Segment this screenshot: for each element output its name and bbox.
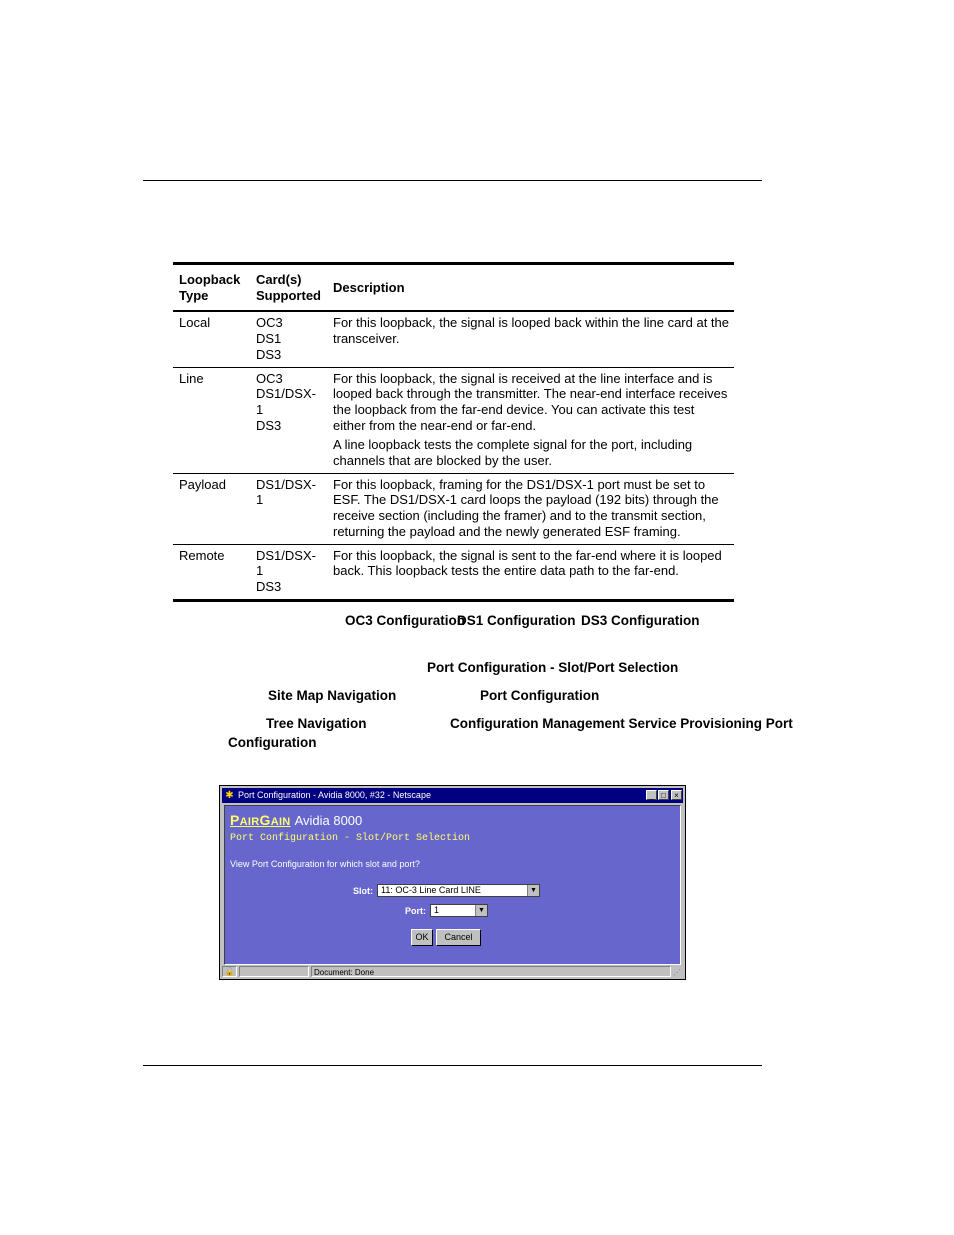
column-header-description: Description [327,264,734,312]
window-title: Port Configuration - Avidia 8000, #32 - Netscape [238,790,431,800]
slot-label: Slot: [353,886,373,896]
loopback-type-cell: Payload [173,473,250,544]
header-rule [143,180,762,181]
ok-button[interactable]: OK [411,929,433,946]
cards-cell: DS1/DSX-1 DS3 [250,544,327,600]
maximize-button[interactable]: □ [658,790,669,800]
progress-cell [239,966,309,977]
security-status-cell[interactable] [222,966,237,977]
table-row [173,544,734,600]
loopback-type-cell: Line [173,367,250,473]
resize-grip-icon[interactable]: ⋰ [673,968,681,977]
ds1-configuration-label: DS1 Configuration [457,613,576,628]
port-configuration-window [219,785,686,980]
status-text: Document: Done [311,966,671,977]
chevron-down-icon[interactable]: ▼ [475,905,487,916]
table-row [173,311,734,367]
port-select-value: 1 [434,905,440,915]
cards-cell: DS1/DSX-1 [250,473,327,544]
table-header-row [173,264,734,312]
port-select[interactable] [430,904,488,917]
site-map-navigation-label: Site Map Navigation [268,688,397,703]
pairgain-avidia-logo [230,812,362,828]
table-row [173,473,734,544]
loopback-types-table [173,262,734,602]
port-config-slot-port-label: Port Configuration - Slot/Port Selection [427,660,679,675]
footer-rule [143,1065,762,1066]
brand-product: Avidia 8000 [294,813,363,828]
netscape-icon: ✱ [225,790,234,801]
close-button[interactable]: × [671,790,682,800]
window-content [224,805,681,965]
ds3-configuration-label: DS3 Configuration [581,613,700,628]
window-titlebar[interactable] [222,788,683,803]
brand-pairgain: PAIRGAIN [230,812,291,828]
cards-cell: OC3 DS1/DSX-1 DS3 [250,367,327,473]
port-label: Port: [405,906,426,916]
chevron-down-icon[interactable]: ▼ [527,885,539,896]
slot-select[interactable] [377,884,540,897]
minimize-button[interactable]: _ [646,790,657,800]
cancel-button[interactable]: Cancel [436,929,481,946]
description-cell: For this loopback, the signal is received at the line interface and is looped back through the transmitter. The near-end interface receives the loopback from the far-end device. You can activate this test either from the near-end or far-end. A line loopback tests the complete signal for the port, including channels that are blocked by the user. [327,367,734,473]
loopback-type-cell: Local [173,311,250,367]
lock-icon: 🔓 [224,967,235,976]
loopback-type-cell: Remote [173,544,250,600]
column-header-cards-supported: Card(s) Supported [250,264,327,312]
status-bar [222,966,683,978]
page-subtitle: Port Configuration - Slot/Port Selection [230,833,471,844]
description-cell: For this loopback, the signal is looped back within the line card at the transceiver. [327,311,734,367]
table-row [173,367,734,473]
description-cell: For this loopback, framing for the DS1/DSX-1 port must be set to ESF. The DS1/DSX-1 card loops the payload (192 bits) through the receive section (including the framer) and to the transmit section, returning the payload and the newly generated ESF framing. [327,473,734,544]
cards-cell: OC3 DS1 DS3 [250,311,327,367]
oc3-configuration-label: OC3 Configuration [345,613,465,628]
column-header-loopback-type: Loopback Type [173,264,250,312]
config-path-label: Configuration Management Service Provisioning Port [450,716,793,731]
config-path-continuation: Configuration [228,735,317,750]
description-cell: For this loopback, the signal is sent to the far-end where it is looped back. This loopback tests the entire data path to the far-end. [327,544,734,600]
slot-select-value: 11: OC-3 Line Card LINE [381,885,481,895]
tree-navigation-label: Tree Navigation [266,716,367,731]
slot-port-question: View Port Configuration for which slot and port? [230,859,420,869]
port-configuration-label: Port Configuration [480,688,600,703]
